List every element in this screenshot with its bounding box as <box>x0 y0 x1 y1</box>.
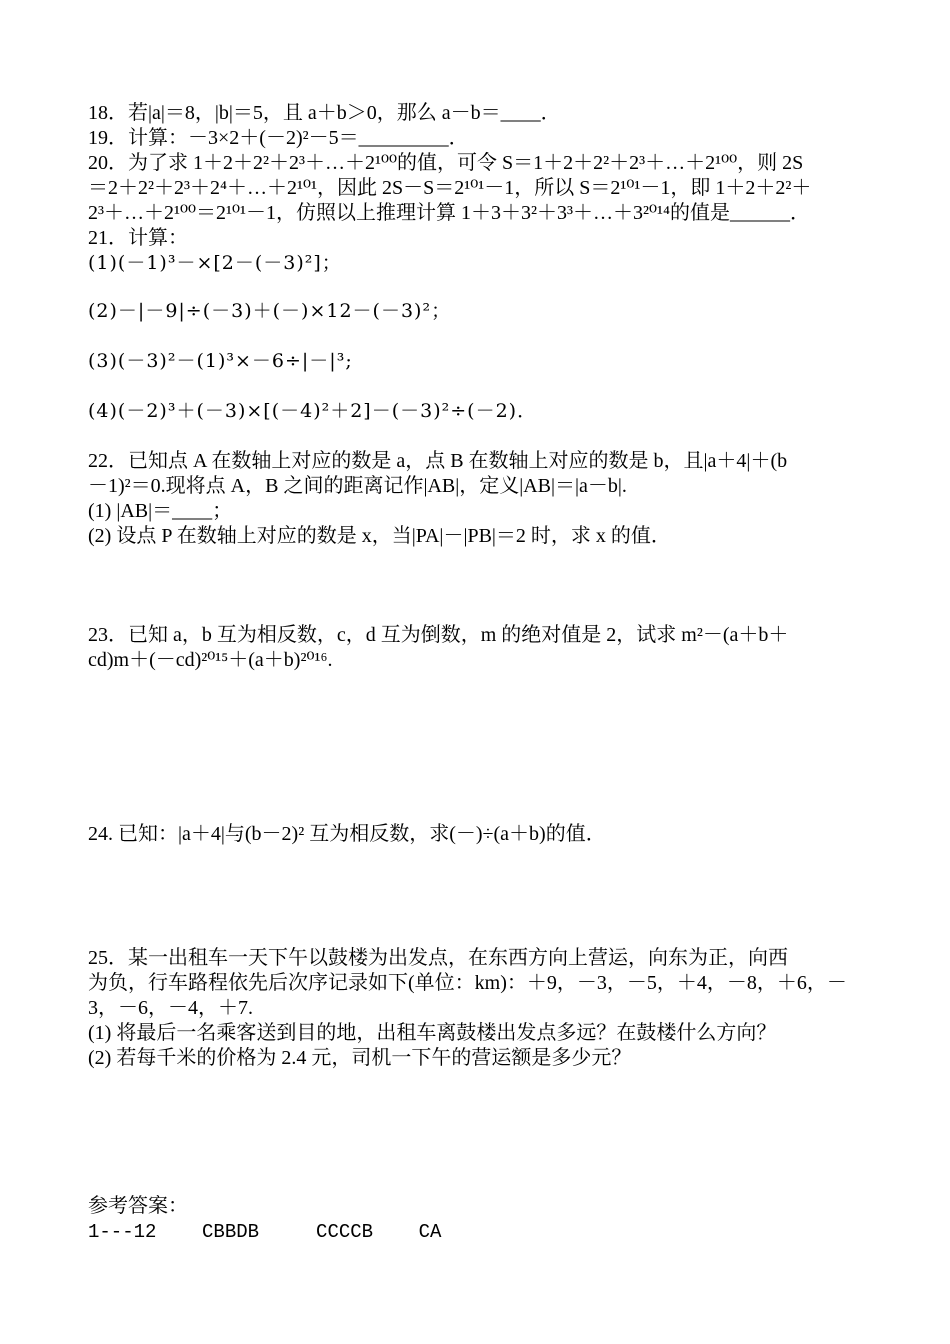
question-18: 18．若|a|＝8，|b|＝5，且 a＋b＞0，那么 a－b＝____． <box>88 102 561 124</box>
answers-title: 参考答案： <box>88 1195 188 1217</box>
question-21-part-1: (1)(－1)³－×[2－(－3)²]； <box>88 252 342 274</box>
question-25-part-1: (1) 将最后一名乘客送到目的地，出租车离鼓楼出发点多远？在鼓楼什么方向？ <box>88 1022 777 1044</box>
question-22-part-1: (1) |AB|＝____； <box>88 500 233 522</box>
question-20-line-2: ＝2＋2²＋2³＋2⁴＋…＋2¹⁰¹，因此 2S－S＝2¹⁰¹－1，所以 S＝2¹⁰¹－1，即 1＋2＋2²＋ <box>88 177 812 199</box>
answers-line: 1---12 CBBDB CCCCB CA <box>88 1221 442 1243</box>
question-21-part-2: (2)－|－9|÷(－3)＋(－)×12－(－3)²； <box>88 300 452 322</box>
question-21-part-3: (3)(－3)²－(1)³×－6÷|－|³; <box>88 350 353 372</box>
question-23-line-1: 23．已知 a，b 互为相反数，c，d 互为倒数，m 的绝对值是 2，试求 m²－(a＋b＋ <box>88 624 789 646</box>
question-20-line-1: 20．为了求 1＋2＋2²＋2³＋…＋2¹⁰⁰的值，可令 S＝1＋2＋2²＋2³＋…＋2¹⁰⁰，则 2S <box>88 152 804 174</box>
question-25-line-2: 为负，行车路程依先后次序记录如下(单位：km)：＋9，－3，－5，＋4，－8，＋6，－ <box>88 972 847 994</box>
question-23-line-2: cd)m＋(－cd)²⁰¹⁵＋(a＋b)²⁰¹⁶. <box>88 649 333 671</box>
question-21-title: 21．计算： <box>88 227 188 249</box>
question-22-line-1: 22．已知点 A 在数轴上对应的数是 a，点 B 在数轴上对应的数是 b，且|a＋4|＋(b <box>88 450 788 472</box>
question-22-part-2: (2) 设点 P 在数轴上对应的数是 x，当|PA|－|PB|＝2 时，求 x 的值． <box>88 525 671 547</box>
question-24: 24. 已知：|a＋4|与(b－2)² 互为相反数，求(－)÷(a＋b)的值． <box>88 823 606 845</box>
question-21-part-4: (4)(－2)³＋(－3)×[(－4)²＋2]－(－3)²÷(－2)． <box>88 400 538 422</box>
question-19: 19．计算：－3×2＋(－2)²－5＝_________． <box>88 127 469 149</box>
question-25-line-1: 25．某一出租车一天下午以鼓楼为出发点，在东西方向上营运，向东为正，向西 <box>88 947 788 969</box>
question-25-line-3: 3，－6，－4，＋7. <box>88 997 253 1019</box>
question-20-line-3: 2³＋…＋2¹⁰⁰＝2¹⁰¹－1，仿照以上推理计算 1＋3＋3²＋3³＋…＋3²⁰¹⁴的值是______． <box>88 202 811 224</box>
question-22-line-2: －1)²＝0.现将点 A，B 之间的距离记作|AB|，定义|AB|＝|a－b|. <box>88 475 627 497</box>
question-25-part-2: (2) 若每千米的价格为 2.4 元，司机一下午的营运额是多少元？ <box>88 1047 632 1069</box>
